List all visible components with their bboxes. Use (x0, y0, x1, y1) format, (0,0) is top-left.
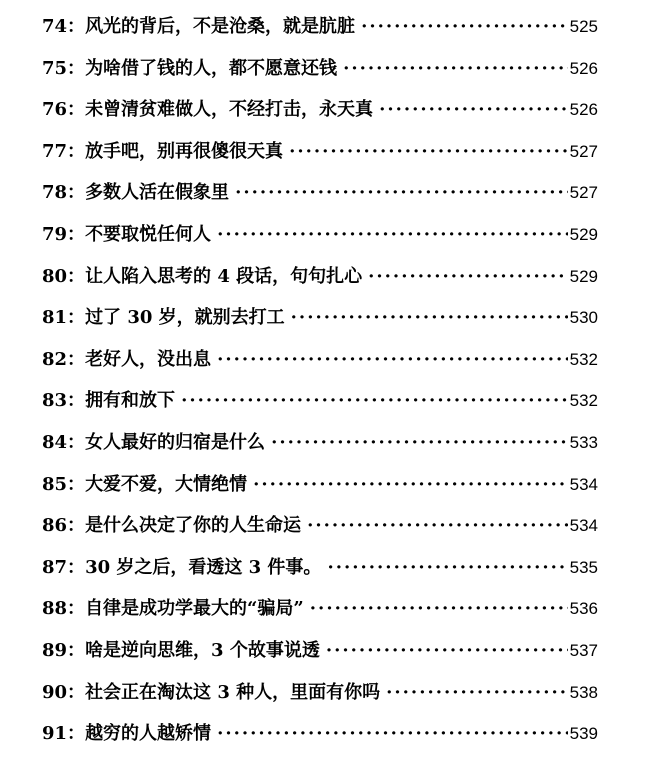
entry-page-number: 538 (569, 682, 598, 702)
entry-title: 越穷的人越矫情 (85, 723, 212, 745)
entry-page-number: 527 (569, 141, 598, 161)
entry-number: 78： (42, 182, 86, 204)
entry-number: 82： (42, 348, 86, 370)
entry-page-number: 529 (569, 224, 598, 244)
entry-number: 89： (42, 639, 86, 661)
dot-leader (307, 505, 568, 547)
toc-entry-78[interactable] (42, 172, 598, 214)
entry-number: 79： (42, 223, 86, 245)
entry-page-number: 535 (569, 557, 598, 577)
entry-title: 啥是逆向思维，3 个故事说透 (85, 639, 320, 661)
dot-leader (289, 131, 568, 173)
toc-entry-85[interactable] (42, 464, 598, 506)
toc-entry-76[interactable] (42, 89, 598, 131)
table-of-contents (42, 6, 598, 755)
entry-number: 90： (42, 681, 86, 703)
dot-leader (310, 588, 568, 630)
entry-title: 为啥借了钱的人，都不愿意还钱 (85, 57, 338, 79)
entry-title: 不要取悦任何人 (85, 223, 212, 245)
entry-page-number: 532 (569, 349, 598, 369)
entry-title: 30 岁之后，看透这 3 件事。 (85, 556, 322, 578)
entry-number: 75： (42, 57, 86, 79)
entry-page-number: 527 (569, 183, 598, 203)
entry-number: 74： (42, 16, 86, 37)
entry-number: 83： (42, 390, 86, 412)
toc-entry-80[interactable] (42, 256, 598, 298)
entry-page-number: 532 (569, 391, 598, 411)
entry-title: 女人最好的归宿是什么 (85, 431, 266, 453)
dot-leader (217, 214, 568, 256)
entry-title: 拥有和放下 (85, 390, 176, 412)
entry-title: 未曾清贫难做人，不经打击，永天真 (85, 99, 374, 121)
entry-page-number: 526 (569, 100, 598, 120)
entry-number: 84： (42, 431, 86, 453)
entry-number: 80： (42, 265, 86, 287)
entry-page-number: 534 (569, 474, 598, 494)
entry-number: 76： (42, 99, 86, 121)
toc-entry-83[interactable] (42, 380, 598, 422)
entry-page-number: 537 (569, 640, 598, 660)
entry-title: 风光的背后，不是沧桑，就是肮脏 (85, 16, 356, 37)
toc-entry-86[interactable] (42, 505, 598, 547)
entry-number: 87： (42, 556, 86, 578)
toc-entry-82[interactable] (42, 339, 598, 381)
toc-entry-87[interactable] (42, 547, 598, 589)
dot-leader (343, 48, 568, 90)
entry-title: 自律是成功学最大的“骗局” (85, 598, 304, 620)
entry-page-number: 530 (569, 308, 598, 328)
dot-leader (271, 422, 568, 464)
dot-leader (386, 672, 568, 714)
entry-title: 多数人活在假象里 (85, 182, 230, 204)
dot-leader (217, 339, 568, 381)
entry-number: 85： (42, 473, 86, 495)
entry-title: 过了 30 岁，就别去打工 (85, 307, 285, 329)
entry-title: 让人陷入思考的 4 段话，句句扎心 (85, 265, 363, 287)
entry-title: 放手吧，别再很傻很天真 (85, 140, 284, 162)
entry-page-number: 534 (569, 516, 598, 536)
entry-number: 91： (42, 723, 86, 745)
toc-entry-74[interactable] (42, 6, 598, 48)
entry-page-number: 526 (569, 58, 598, 78)
dot-leader (326, 630, 568, 672)
toc-entry-75[interactable] (42, 48, 598, 90)
toc-entry-79[interactable] (42, 214, 598, 256)
entry-title: 大爱不爱，大情绝情 (85, 473, 248, 495)
entry-title: 社会正在淘汰这 3 种人，里面有你吗 (85, 681, 381, 703)
dot-leader (217, 713, 568, 755)
toc-entry-91[interactable] (42, 713, 598, 755)
toc-entry-84[interactable] (42, 422, 598, 464)
entry-page-number: 536 (569, 599, 598, 619)
dot-leader (235, 172, 568, 214)
toc-entry-77[interactable] (42, 131, 598, 173)
entry-title: 是什么决定了你的人生命运 (85, 515, 302, 537)
entry-number: 77： (42, 140, 86, 162)
entry-page-number: 525 (569, 17, 598, 36)
dot-leader (361, 6, 568, 48)
toc-entry-90[interactable] (42, 672, 598, 714)
toc-entry-89[interactable] (42, 630, 598, 672)
dot-leader (379, 89, 568, 131)
entry-number: 81： (42, 307, 86, 329)
entry-title: 老好人，没出息 (85, 348, 212, 370)
dot-leader (368, 256, 568, 298)
entry-number: 88： (42, 598, 86, 620)
toc-entry-81[interactable] (42, 297, 598, 339)
dot-leader (253, 464, 568, 506)
entry-number: 86： (42, 515, 86, 537)
entry-page-number: 539 (569, 724, 598, 744)
dot-leader (181, 380, 568, 422)
entry-page-number: 529 (569, 266, 598, 286)
toc-entry-88[interactable] (42, 588, 598, 630)
dot-leader (327, 547, 567, 589)
entry-page-number: 533 (569, 432, 598, 452)
dot-leader (291, 297, 568, 339)
